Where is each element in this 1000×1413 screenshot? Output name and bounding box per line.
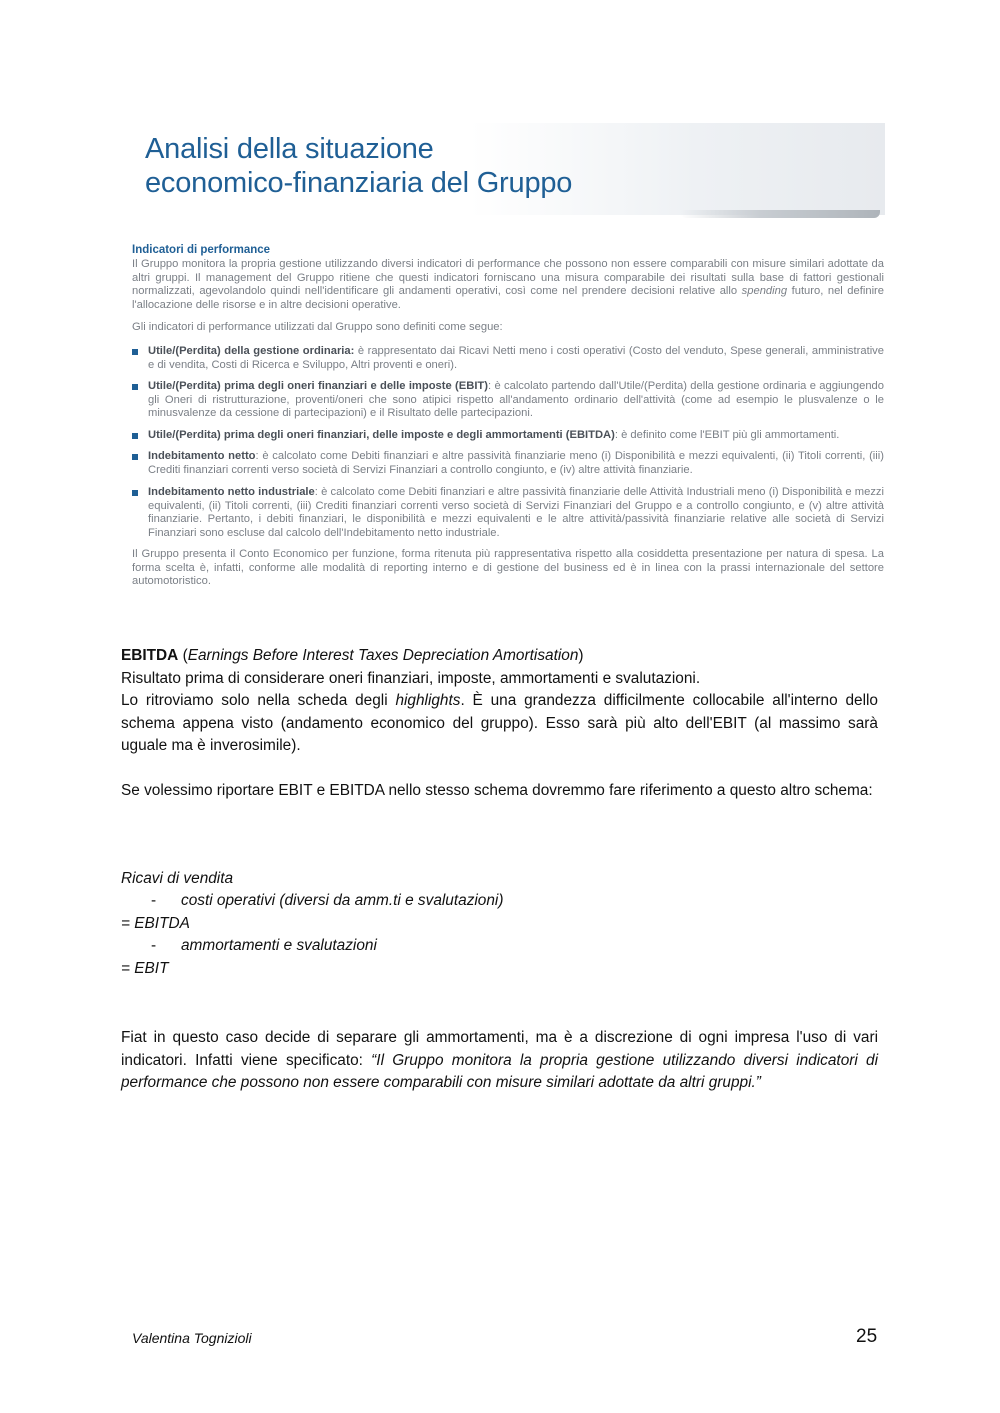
report-closing-paragraph: Il Gruppo presenta il Conto Economico per funzione, forma ritenuta più rappresentativa rispetto alla cosiddetta presentazione per natura di spesa. La forma scelta è, infatti, conforme alle modalità di reporting interno e di gestione del business ed è in linea con la prassi internazionale del settore automotoristico. [132,548,884,588]
schema-intro-paragraph: Se volessimo riportare EBIT e EBITDA nello stesso schema dovremmo fare riferimento a questo altro schema: [121,782,873,799]
ebitda-open-paren: ( [182,647,188,664]
page-number: 25 [856,1326,878,1347]
report-bullet [132,486,884,540]
schema-dash: - [151,892,157,909]
paragraph-text-end: . È una grandezza difficilmente collocabile all'interno dello schema appena visto (andamento economico del gruppo). Esso sarà più alto dell'EBIT (al massimo sarà uguale ma è inverosimile). [121,692,878,755]
schema-line-ebit: = EBIT [121,960,169,977]
highlights-italic: highlights [395,692,461,710]
bullet-term: Utile/(Perdita) prima degli oneri finanziari, delle imposte e degli ammortamenti (EBITDA) [148,429,615,441]
schema-dash: - [151,937,157,954]
ebitda-paragraph [121,690,878,758]
schema-line-ebitda: = EBITDA [121,915,190,932]
title-banner-shadow [680,210,880,218]
bullet-text: : è calcolato come Debiti finanziari e altre passività finanziarie delle Attività Industriali meno (i) Disponibilità e mezzi equivalenti, (ii) Titoli correnti, (iii) Crediti finanziari correnti verso società di Servizi Finanziari del Gruppo e a controllo congiunto, e (v) altre attività finanziarie. Pertanto, i debiti finanziari, le disponibilità e mezzi equivalenti e le altre attività/passività finanziarie relative alle società di Servizi Finanziari sono escluse dal calcolo dell'Indebitamento netto industriale. [148,486,884,539]
bullet-text: è rappresentato dai Ricavi Netti meno i costi operativi (Costo del venduto, Spese generali, amministrative e di vendita, Costi di Ricerca e Sviluppo, Altri proventi e oneri). [148,345,884,371]
ebitda-term: EBITDA [121,647,179,664]
bullet-text: : è definito come l'EBIT più gli ammortamenti. [614,429,840,441]
bullet-term: Indebitamento netto industriale [148,486,315,498]
report-bullet [132,429,884,443]
report-intro-text: Il Gruppo monitora la propria gestione utilizzando diversi indicatori di performance che possono non essere comparabili con misure similari adottate da altri gruppi. Il management del Gruppo ritiene che questi indicatori forniscano una misura comparabile dei risultati sulla base di fattori gestionali normalizzati, agevolandolo quindi nell'identificare gli andamenti operativi, così come nel prendere decisioni relative allo [132,258,884,298]
report-excerpt-image [120,118,890,606]
footer-author: Valentina Tognizioli [132,1330,252,1346]
report-intro-end: futuro, nel definire l'allocazione delle risorse e in altre decisioni operative. [132,285,884,311]
bullet-term: Utile/(Perdita) della gestione ordinaria: [148,345,355,357]
report-intro-paragraph [132,258,884,312]
square-bullet-icon [132,454,138,460]
ebitda-definition-line: Risultato prima di considerare oneri finanziari, imposte, ammortamenti e svalutazioni. [121,669,701,687]
paragraph-text: Fiat in questo caso decide di separare gli ammortamenti, ma è a discrezione di ogni impresa l'uso di vari indicatori. Infatti viene specificato: [121,1029,878,1069]
bullet-term: Indebitamento netto [148,450,256,462]
report-bullet [132,450,884,477]
ebitda-expansion: Earnings Before Interest Taxes Depreciation Amortisation [187,647,579,664]
bullet-text: : è calcolato partendo dall'Utile/(Perdita) della gestione ordinaria e aggiungendo gli Oneri di ristrutturazione, proventi/oneri che sono atipici rispetto all'andamento ordinario dell'attività (come ad esempio le plusvalenze o le minusvalenze da cessione di partecipazioni) e il Risultato delle partecipazioni. [148,380,884,420]
bullet-text: : è calcolato come Debiti finanziari e altre passività finanziarie meno (i) Disponibilità e mezzi equivalenti, (ii) Titoli correnti, (iii) Crediti finanziari correnti verso società di Servizi Finanziari a controllo congiunto, e (iv) altre attività finanziarie. [148,450,884,476]
ebitda-definition-heading [121,645,878,758]
schema-line-revenue: Ricavi di vendita [121,870,234,887]
report-title-line-2: economico-finanziaria del Gruppo [145,167,573,199]
square-bullet-icon [132,384,138,390]
ebitda-close-paren: ) [578,647,584,664]
quoted-text: “Il Gruppo monitora la propria gestione utilizzando diversi indicatori di performance che possono non essere comparabili con misure similari adottate da altri gruppi.” [121,1051,878,1092]
square-bullet-icon [132,349,138,355]
paragraph-text: Lo ritroviamo solo nella scheda degli [121,692,388,710]
schema-line-operating-costs: costi operativi (diversi da amm.ti e svalutazioni) [181,892,504,909]
report-bullet [132,345,884,372]
report-bullet [132,380,884,421]
report-intro-italic: spending [741,285,788,298]
fiat-paragraph [121,1027,878,1095]
schema-line-depreciation: ammortamenti e svalutazioni [181,937,377,954]
report-defined-as: Gli indicatori di performance utilizzati dal Gruppo sono definiti come segue: [132,321,503,333]
square-bullet-icon [132,433,138,439]
report-title-line-1: Analisi della situazione [145,133,434,165]
bullet-term: Utile/(Perdita) prima degli oneri finanziari e delle imposte (EBIT) [148,380,488,392]
square-bullet-icon [132,490,138,496]
section-heading: Indicatori di performance [132,244,271,256]
